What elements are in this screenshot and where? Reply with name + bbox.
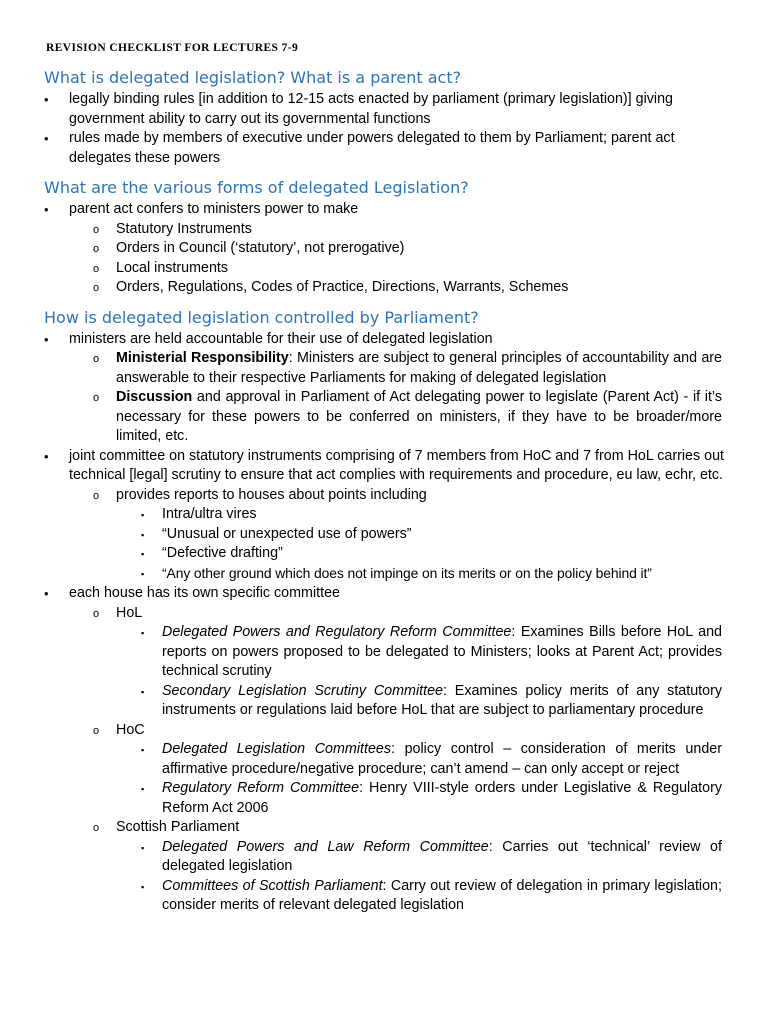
list-item: ▪ Intra/ultra vires bbox=[44, 505, 724, 525]
control-list bbox=[44, 330, 724, 350]
circle-marker: o bbox=[93, 392, 100, 404]
square-marker: ▪ bbox=[141, 549, 145, 559]
circle-marker: o bbox=[93, 607, 100, 620]
list-item: o Orders, Regulations, Codes of Practice, Directions, Warrants, Schemes bbox=[44, 278, 724, 298]
circle-marker: o bbox=[93, 282, 100, 294]
list-item: • joint committee on statutory instruments comprising of 7 members from HoC and 7 from HoL carries out technical [legal] scrutiny to ensure that act complies with requirements and procedure, eu law, echr, etc. bbox=[44, 447, 724, 483]
hoc-committees bbox=[44, 740, 724, 818]
bullet-marker: • bbox=[44, 131, 49, 146]
bullet-marker: • bbox=[44, 331, 49, 347]
scottish-sublist bbox=[44, 818, 724, 838]
list-item: ▪ “Unusual or unexpected use of powers” bbox=[44, 525, 724, 545]
list-item: ▪ “Any other ground which does not impinge on its merits or on the policy behind it” bbox=[44, 564, 724, 585]
list-item: o Discussion and approval in Parliament of Act delegating power to legislate (Parent Act) - if it’s necessary for these powers to be conferred on ministers, if they have to be broader/more limited, etc. bbox=[93, 389, 722, 444]
list-item: • parent act confers to ministers power to make bbox=[44, 200, 724, 220]
accountability-sublist bbox=[44, 349, 724, 447]
list-item: o HoL bbox=[44, 604, 724, 624]
circle-marker: o bbox=[93, 243, 100, 255]
list-item: o Scottish Parliament bbox=[44, 818, 724, 838]
list-item: ▪ Committees of Scottish Parliament: Carry out review of delegation in primary legislation; consider merits of relevant delegated legislation bbox=[141, 877, 722, 913]
list-item: • each house has its own specific committee bbox=[44, 584, 724, 604]
list-item: • rules made by members of executive under powers delegated to them by Parliament; parent act delegates these powers bbox=[44, 130, 675, 166]
list-item: ▪ Regulatory Reform Committee: Henry VIII-style orders under Legislative & Regulatory Reform Act 2006 bbox=[141, 780, 722, 816]
circle-marker: o bbox=[93, 822, 100, 834]
reports-sublist bbox=[44, 486, 724, 506]
square-marker: ▪ bbox=[141, 686, 145, 697]
square-marker: ▪ bbox=[141, 842, 145, 853]
section-heading-forms: What are the various forms of delegated Legislation? bbox=[44, 178, 469, 197]
circle-marker: o bbox=[93, 724, 100, 737]
list-item: ▪ Delegated Powers and Law Reform Committee: Carries out ‘technical’ review of delegated legislation bbox=[141, 838, 722, 874]
circle-marker: o bbox=[93, 223, 100, 236]
list-item: o Statutory Instruments bbox=[44, 220, 724, 240]
list-item: o Local instruments bbox=[44, 259, 724, 279]
list-item: ▪ “Defective drafting” bbox=[44, 544, 724, 564]
square-marker: ▪ bbox=[141, 784, 145, 794]
hoc-sublist bbox=[44, 721, 724, 741]
list-item: ▪ Delegated Powers and Regulatory Reform Committee: Examines Bills before HoL and reports on powers proposed to be delegated to Ministers; looks at Parent Act; provides technical scrutiny bbox=[141, 624, 722, 679]
square-marker: ▪ bbox=[141, 568, 145, 579]
forms-sublist bbox=[44, 220, 724, 298]
list-item: o Orders in Council (‘statutory’, not prerogative) bbox=[44, 239, 724, 259]
list-item: o HoC bbox=[44, 721, 724, 741]
square-marker: ▪ bbox=[141, 745, 145, 755]
section-heading-control: How is delegated legislation controlled by Parliament? bbox=[44, 307, 479, 327]
list-item: o Ministerial Responsibility: Ministers are subject to general principles of accountability and are answerable to their respective Parliaments for making of delegated legislation bbox=[93, 350, 722, 386]
definition-list bbox=[44, 90, 724, 168]
scottish-committees bbox=[44, 838, 724, 916]
hol-sublist bbox=[44, 604, 724, 624]
bullet-marker: • bbox=[44, 448, 49, 464]
control-list-2 bbox=[44, 447, 724, 486]
circle-marker: o bbox=[93, 489, 100, 502]
circle-marker: o bbox=[93, 262, 100, 275]
list-item: • legally binding rules [in addition to 12-15 acts enacted by parliament (primary legislation)] giving government ability to carry out its governmental functions bbox=[44, 91, 673, 127]
bullet-marker: • bbox=[44, 92, 49, 107]
square-marker: ▪ bbox=[141, 510, 145, 520]
circle-marker: o bbox=[93, 353, 100, 365]
square-marker: ▪ bbox=[141, 628, 145, 638]
points-sublist bbox=[44, 505, 724, 584]
square-marker: ▪ bbox=[141, 529, 145, 540]
forms-list bbox=[44, 200, 724, 220]
document-title: REVISION CHECKLIST FOR LECTURES 7-9 bbox=[46, 42, 299, 54]
hol-committees bbox=[44, 623, 724, 721]
square-marker: ▪ bbox=[141, 881, 145, 892]
list-item: o provides reports to houses about points including bbox=[44, 486, 724, 506]
list-item: ▪ Secondary Legislation Scrutiny Committee: Examines policy merits of any statutory instruments or regulations laid before HoL that are subject to parliamentary procedure bbox=[141, 682, 723, 718]
bullet-marker: • bbox=[44, 586, 49, 601]
control-list-3 bbox=[44, 584, 724, 604]
list-item: ▪ Delegated Legislation Committees: policy control – consideration of merits under affirmative procedure/negative procedure; can’t amend – can only accept or reject bbox=[141, 741, 722, 777]
bullet-marker: • bbox=[44, 202, 49, 217]
section-heading-definition: What is delegated legislation? What is a parent act? bbox=[44, 68, 462, 87]
list-item: • ministers are held accountable for their use of delegated legislation bbox=[44, 330, 724, 350]
